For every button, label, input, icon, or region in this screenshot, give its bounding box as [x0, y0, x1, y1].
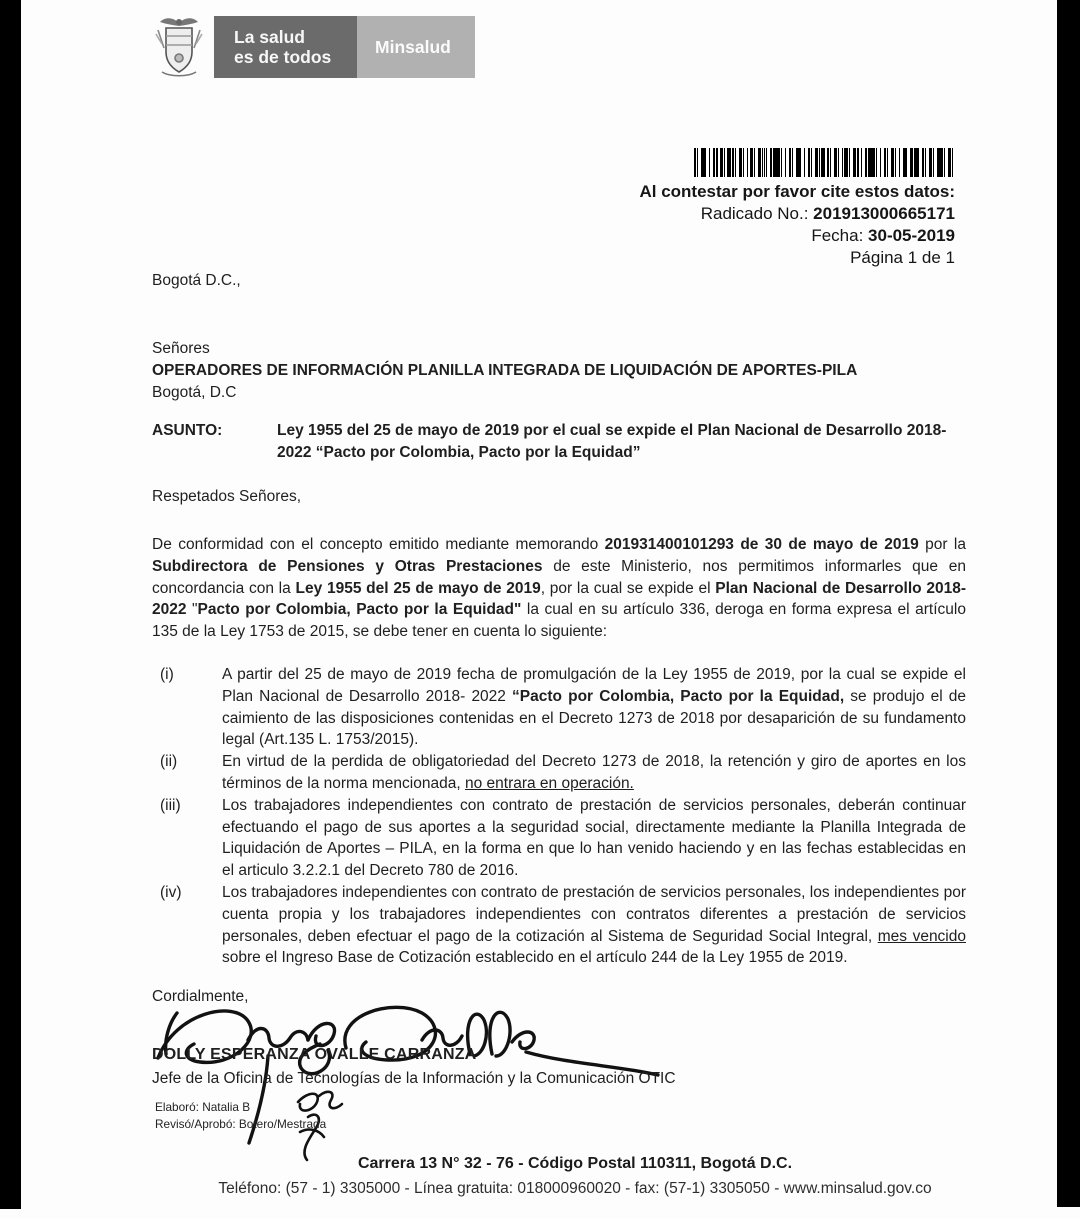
footer-contact: Teléfono: (57 - 1) 3305000 - Línea gratuita: 018000960020 - fax: (57-1) 3305050 - www.minsalud.gov.co [218, 1180, 932, 1197]
cite-data-label: Al contestar por favor cite estos datos: [639, 182, 955, 201]
list-item-text: En virtud de la perdida de obligatoriedad del Decreto 1273 de 2018, la retención y giro de aportes en los términos de la norma mencionada, no entrara en operación. [222, 753, 966, 792]
fecha-label: Fecha: [811, 226, 869, 245]
closing-line: Cordialmente, [152, 988, 249, 1005]
list-item-marker: (i) [160, 666, 174, 683]
radicado-number: 201913000665171 [813, 204, 955, 223]
list-item-text: Los trabajadores independientes con contrato de prestación de servicios personales, deberán continuar efectuando el pago de sus aportes a la seguridad social, directamente mediante la Planilla Integrada de Liquidación de Aportes – PILA, en la forma en que lo han venido haciendo y en las fechas establecidas en el articulo 3.2.2.1 del Decreto 780 de 2016. [222, 796, 966, 880]
brand-name: Minsalud [375, 36, 451, 57]
brand-slogan-line1: La salud [234, 27, 305, 47]
radicado-number-line [639, 203, 955, 225]
scan-edge-left [0, 0, 21, 1209]
recipient-salutation: Señores [152, 340, 210, 357]
list-item [160, 795, 966, 882]
recipient-name: OPERADORES DE INFORMACIÓN PLANILLA INTEGRADA DE LIQUIDACIÓN DE APORTES-PILA [152, 361, 858, 379]
brand-name-box [357, 16, 475, 78]
reviso-line: Revisó/Aprobó: Botero/Mestrada [155, 1117, 327, 1131]
scan-edge-right [1057, 0, 1080, 1207]
subject-line2: 2022 “Pacto por Colombia, Pacto por la Equidad” [277, 443, 641, 461]
subject-label: ASUNTO: [152, 422, 223, 439]
page-number: Página 1 de 1 [850, 248, 955, 267]
list-item-marker: (iii) [160, 796, 181, 814]
routing-note [155, 1099, 326, 1133]
radicado-block [639, 148, 955, 269]
signer-name: DOLLY ESPERANZA OVALLE CARRANZA [152, 1046, 477, 1063]
list-item-text: A partir del 25 de mayo de 2019 fecha de promulgación de la Ley 1955 de 2019, por la cual se expide el Plan Nacional de Desarrollo 2018- 2022 “Pacto por Colombia, Pacto por la Equidad, se produjo el de caimiento de las disposiciones contenidas en el Decreto 1273 de 2018 por desaparición de su fundamento legal (Art.135 L. 1753/2015). [222, 666, 967, 749]
barcode-icon [694, 148, 955, 177]
numbered-list [160, 664, 966, 969]
list-item [160, 751, 966, 795]
fecha-line [639, 225, 955, 247]
fecha-value: 30-05-2019 [868, 226, 955, 245]
greeting: Respetados Señores, [152, 488, 302, 505]
footer-address: Carrera 13 N° 32 - 76 - Código Postal 110311, Bogotá D.C. [357, 1155, 793, 1172]
subject-text [277, 420, 970, 464]
intro-paragraph: De conformidad con el concepto emitido mediante memorando 201931400101293 de 30 de mayo de 2019 por la Subdirectora de Pensiones y Otras Prestaciones de este Ministerio, nos permitimos informarles que en concordancia con la Ley 1955 del 25 de mayo de 2019, por la cual se expide el Plan Nacional de Desarrollo 2018- 2022 "Pacto por Colombia, Pacto por la Equidad" la cual en su artículo 336, deroga en forma expresa el artículo 135 de la Ley 1753 de 2015, se debe tener en cuenta lo siguiente: [152, 536, 967, 641]
minsalud-header [152, 14, 475, 80]
subject-row [152, 420, 970, 464]
subject-line1: Ley 1955 del 25 de mayo de 2019 por el cual se expide el Plan Nacional de Desarrollo 2018- [277, 422, 947, 439]
list-item [160, 882, 966, 969]
recipient-block [152, 338, 857, 403]
recipient-city: Bogotá, D.C [152, 383, 237, 401]
list-item-marker: (iv) [160, 883, 182, 901]
elaboro-line: Elaboró: Natalia B [155, 1100, 251, 1114]
colombia-coat-of-arms-icon [152, 14, 206, 80]
signer-title: Jefe de la Oficina de Tecnologías de la Información y la Comunicación OTIC [152, 1070, 676, 1087]
list-item-marker: (ii) [160, 753, 178, 771]
list-item [160, 664, 966, 751]
brand-slogan-box [214, 16, 357, 78]
list-item-text: Los trabajadores independientes con contrato de prestación de servicios personales, los independientes por cuenta propia y los trabajadores independientes con contratos diferentes a prestación de servicios personales, deben efectuar el pago de la cotización al Sistema de Seguridad Social Integral, mes vencido sobre el Ingreso Base de Cotización establecido en el artículo 244 de la Ley 1955 de 2019. [222, 883, 966, 967]
city-line: Bogotá D.C., [152, 272, 241, 289]
radicado-label: Radicado No.: [700, 204, 814, 223]
brand-slogan-line2: es de todos [234, 47, 332, 67]
